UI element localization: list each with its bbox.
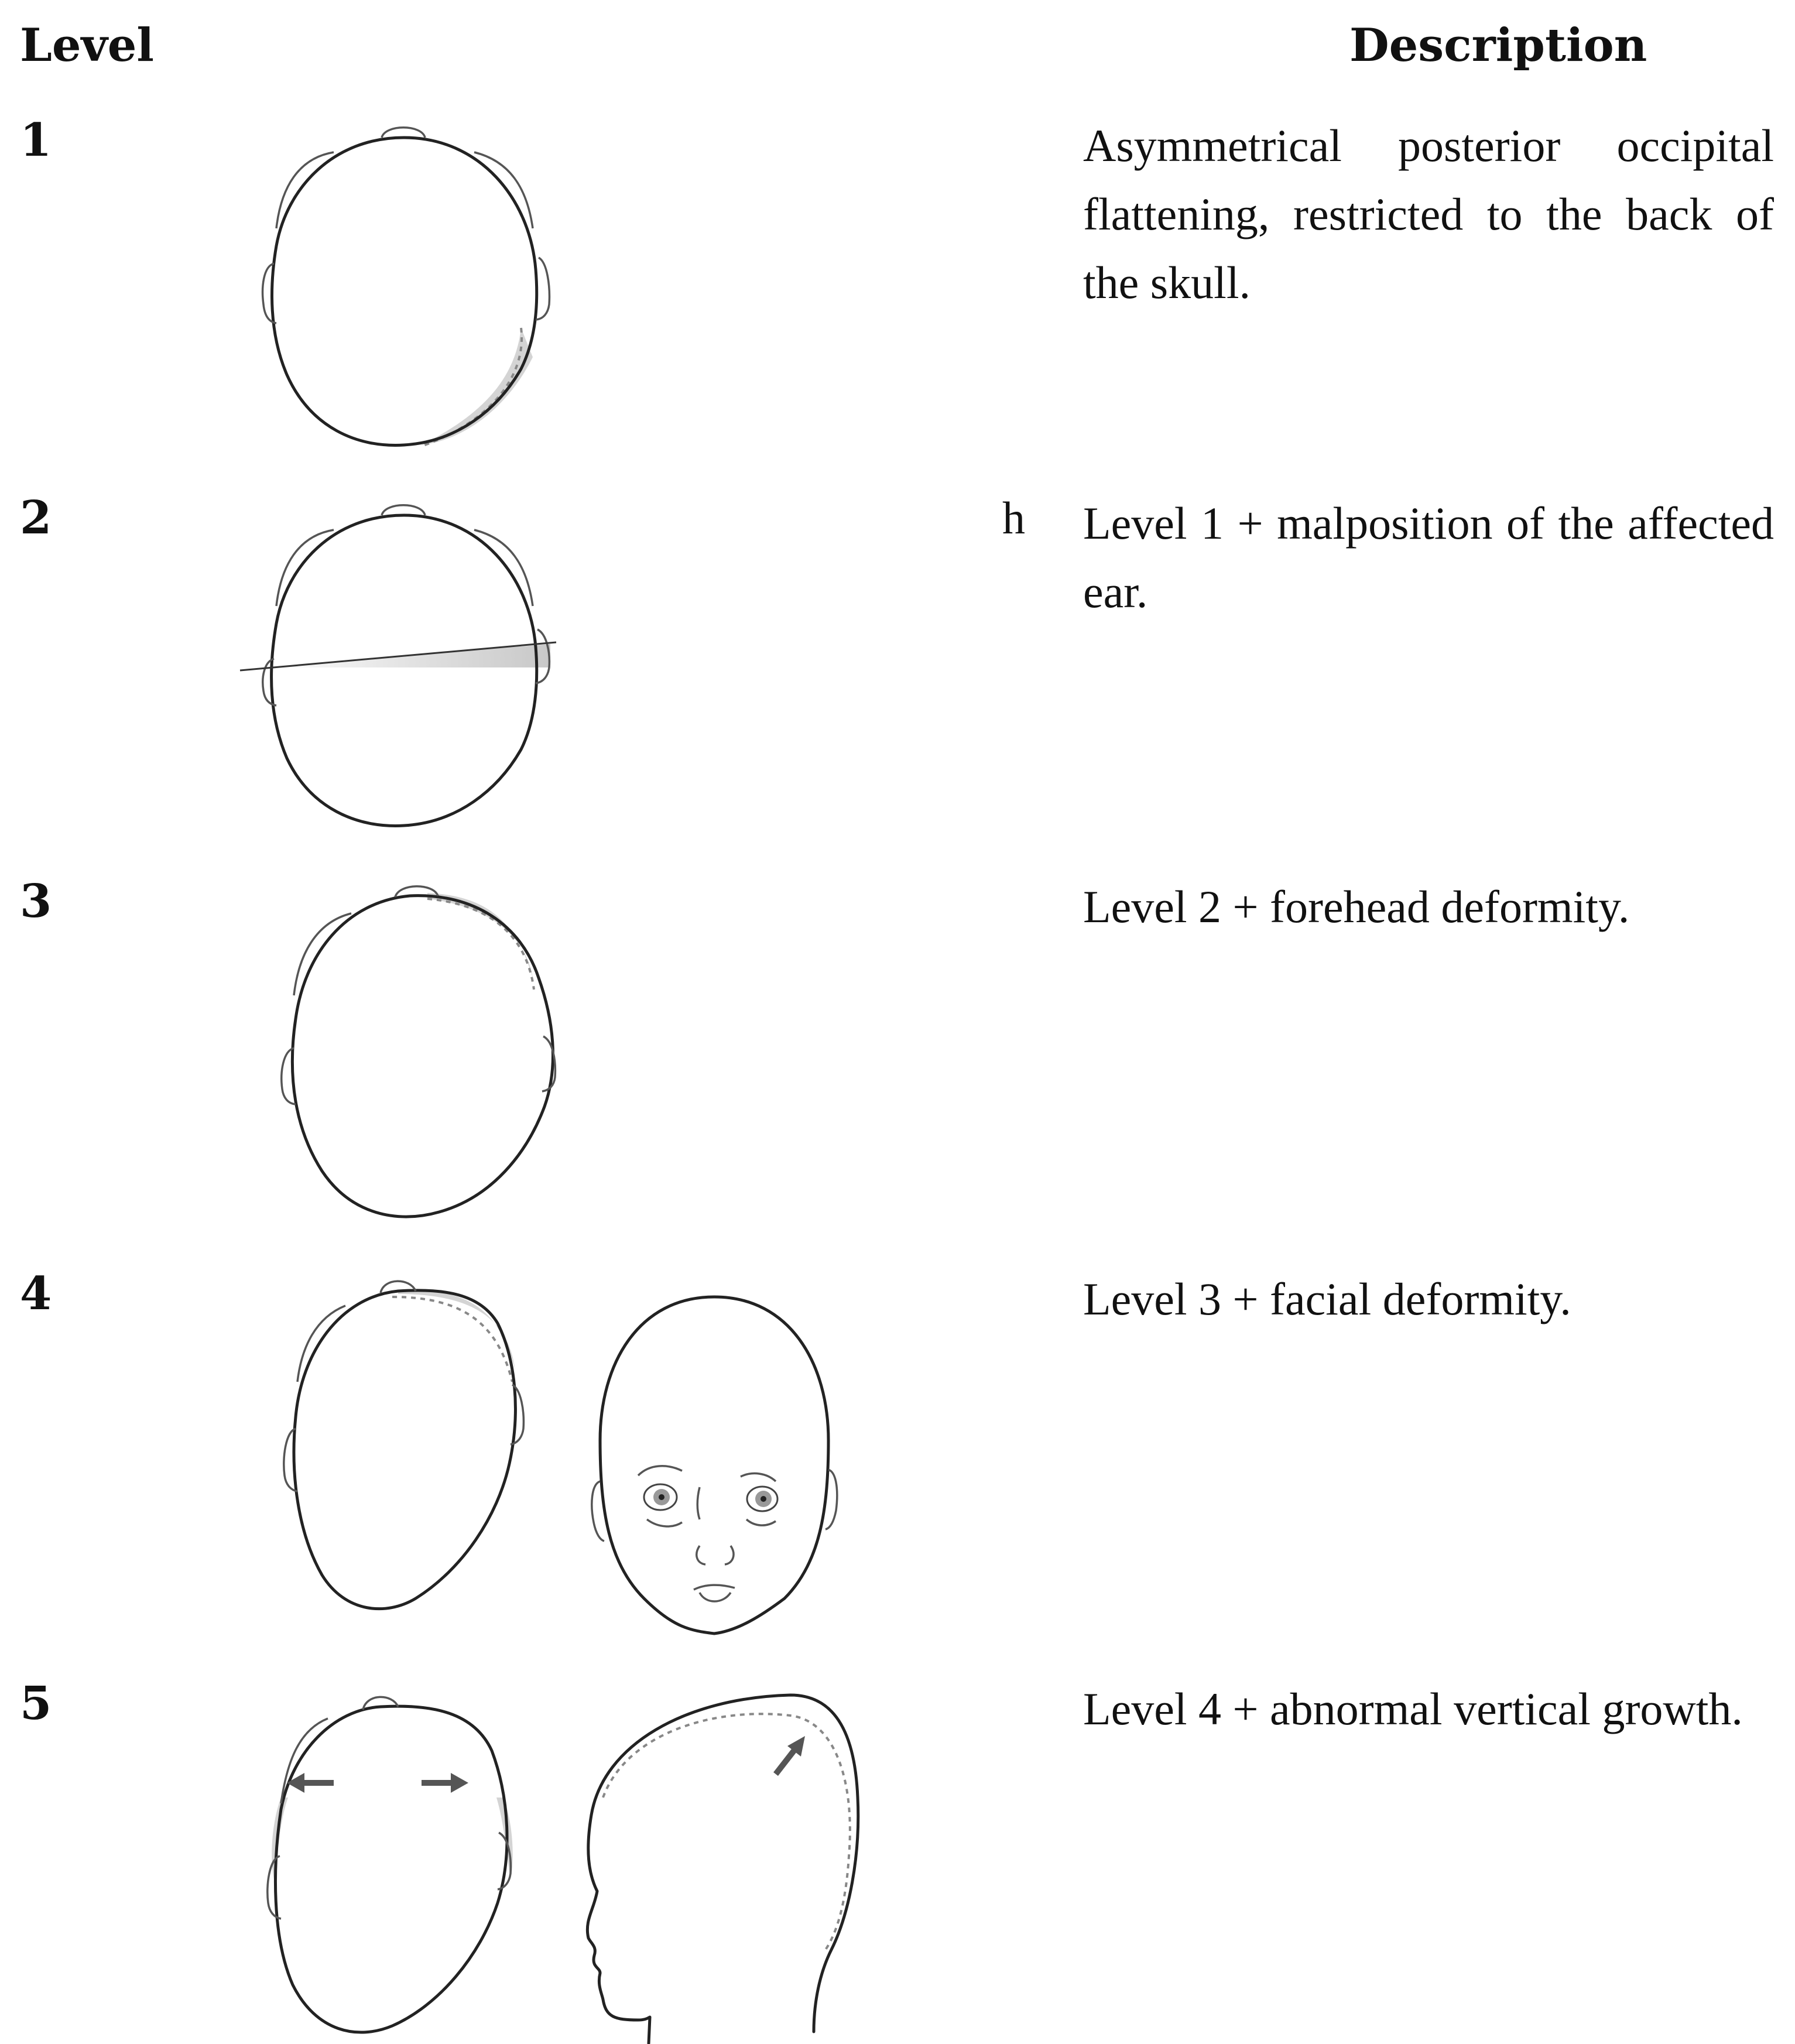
- side-profile-head-vertical-arrow-illustration: [580, 1680, 872, 2043]
- level-row-5: [0, 1675, 1795, 2043]
- level-row-4: [0, 1265, 1795, 1639]
- level-description: Level 1 + malposition of the affected ear.: [1083, 498, 1774, 617]
- top-view-head-forehead-shading-illustration: [263, 872, 591, 1235]
- column-header-level: Level: [20, 19, 155, 72]
- level-number: 2: [20, 491, 52, 545]
- level-description: Asymmetrical posterior occipital flattening, restricted to the back of the skull.: [1083, 120, 1774, 308]
- level-number: 5: [20, 1677, 52, 1730]
- level-number: 3: [20, 875, 52, 928]
- level-description: Level 2 + forehead deformity.: [1083, 881, 1630, 932]
- arrow-right-icon: [422, 1773, 468, 1793]
- top-view-head-ear-axis-line-illustration: [234, 489, 574, 840]
- level-row-1: [0, 111, 1795, 463]
- column-header-description: Description: [1349, 19, 1647, 72]
- top-view-head-occipital-flattening-illustration: [246, 111, 574, 463]
- level-description: Level 3 + facial deformity.: [1083, 1273, 1571, 1324]
- top-view-head-forehead-shading-illustration: [263, 1265, 568, 1628]
- stray-character: h: [1002, 492, 1025, 543]
- frontal-view-infant-face-illustration: [580, 1288, 855, 1639]
- top-view-head-lateral-arrows-illustration: [246, 1680, 550, 2043]
- arrow-up-right-icon: [776, 1736, 805, 1774]
- level-number: 4: [20, 1267, 52, 1320]
- level-row-3: [0, 872, 1795, 1235]
- arrow-left-icon: [287, 1773, 334, 1793]
- level-number: 1: [20, 114, 52, 167]
- level-description: Level 4 + abnormal vertical growth.: [1083, 1683, 1743, 1734]
- level-row-2: [0, 489, 1795, 840]
